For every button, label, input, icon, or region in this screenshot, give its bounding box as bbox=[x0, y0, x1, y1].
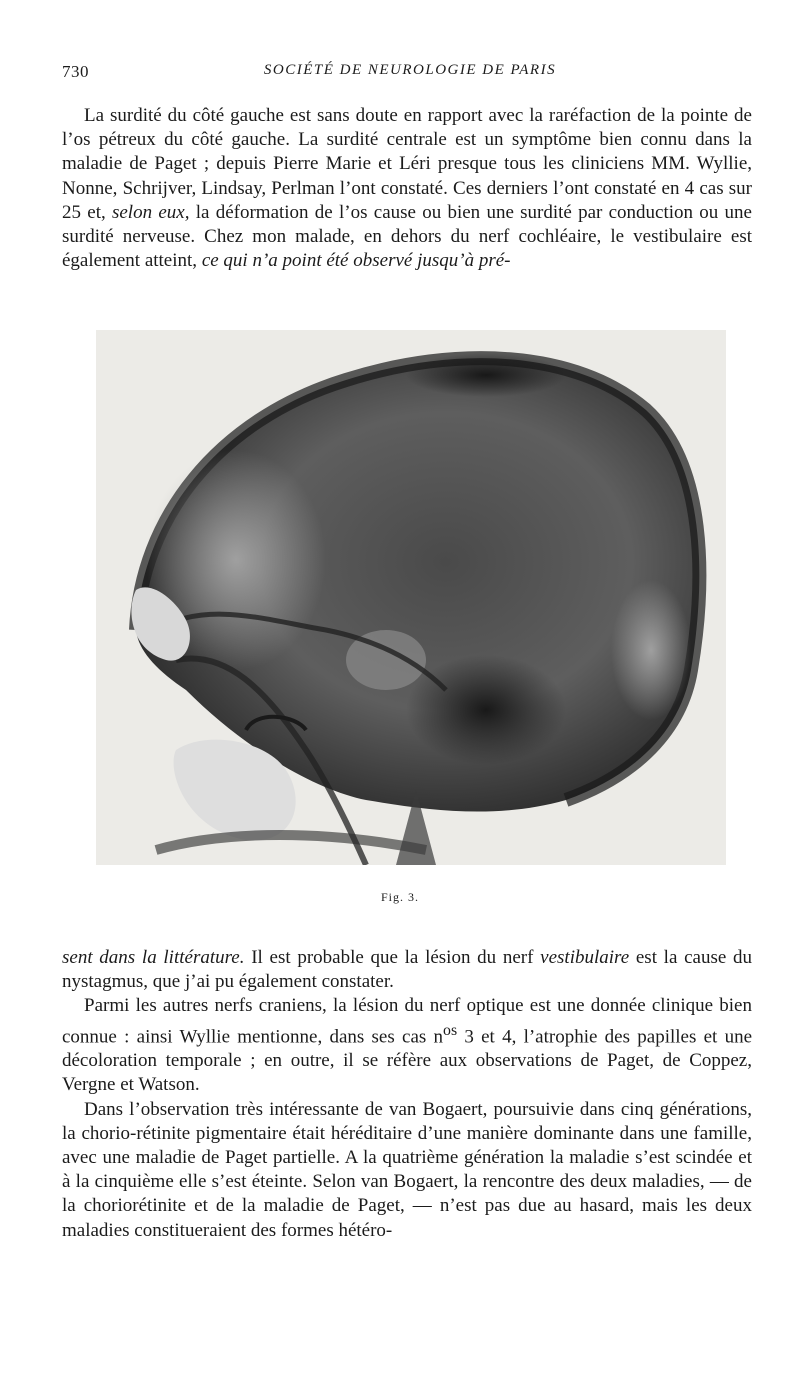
paragraph-deafness bbox=[62, 104, 752, 273]
paragraph-text: est la cause du nystagmus, que j’ai pu également constater. bbox=[62, 947, 752, 993]
italic-text: ce qui n’a point été observé jusqu’à pré- bbox=[201, 250, 511, 272]
page-number: 730 bbox=[62, 62, 89, 81]
skull-xray-image bbox=[96, 330, 726, 865]
paragraph-text: La surdité du côté gauche est sans doute en rapport avec la raréfaction de la pointe de l’os pétreux du côté gauche. La surdité centrale est un symptôme bien connu dans la maladie de Paget ; depuis Pierre Marie et Léri presque tous les cliniciens MM. Wyllie, Nonne, Schrijver, Lindsay, Perlman l’ont constaté. Ces derniers l’ont constaté en 4 cas sur 25 et, bbox=[62, 105, 752, 223]
paragraph-text: 3 et 4, l’atrophie des papilles et une décoloration temporale ; en outre, il se réfère aux observations de Paget, de Coppez, Vergne et Watson. bbox=[62, 1025, 753, 1096]
italic-text: vestibulaire bbox=[540, 947, 630, 968]
superscript-text: os bbox=[443, 1021, 458, 1039]
text-block-bottom bbox=[62, 946, 752, 1243]
figure-caption: Fig. 3. bbox=[380, 890, 419, 904]
paragraph-van-bogaert: Dans l’observation très intéressante de van Bogaert, poursuivie dans cinq générations, la chorio-rétinite pigmentaire était héréditaire d’une manière dominante dans une famille, avec une maladie de Paget partielle. A la quatrième génération la maladie s’est scindée et à la cinquième elle s’est éteinte. Selon van Bogaert, la rencontre des deux maladies, — de la choriorétinite et de la maladie de Paget, — n’est pas due au hasard, mais les deux maladies constitueraient des formes hétéro- bbox=[62, 1098, 752, 1241]
italic-text: sent dans la littérature. bbox=[62, 947, 245, 968]
page-header bbox=[62, 62, 758, 86]
italic-text: selon eux, bbox=[111, 201, 190, 223]
paragraph-text: Parmi les autres nerfs craniens, la lésion du nerf optique est une donnée clinique bien connue : ainsi Wyllie mentionne, dans ses cas n bbox=[62, 995, 752, 1047]
paragraph-optic-nerve bbox=[62, 994, 752, 1097]
paragraph-vestibular bbox=[62, 946, 752, 994]
running-title: SOCIÉTÉ DE NEUROLOGIE DE PARIS bbox=[263, 62, 557, 78]
text-block-top bbox=[62, 104, 752, 273]
paragraph-text: Il est probable que la lésion du nerf bbox=[244, 947, 541, 968]
paragraph-text: la déformation de l’os cause ou bien une surdité par conduction ou une surdité nerveuse. Chez mon malade, en dehors du nerf cochléaire, le vestibulaire est également atteint, bbox=[62, 201, 752, 272]
skull-xray-figure bbox=[96, 330, 726, 865]
